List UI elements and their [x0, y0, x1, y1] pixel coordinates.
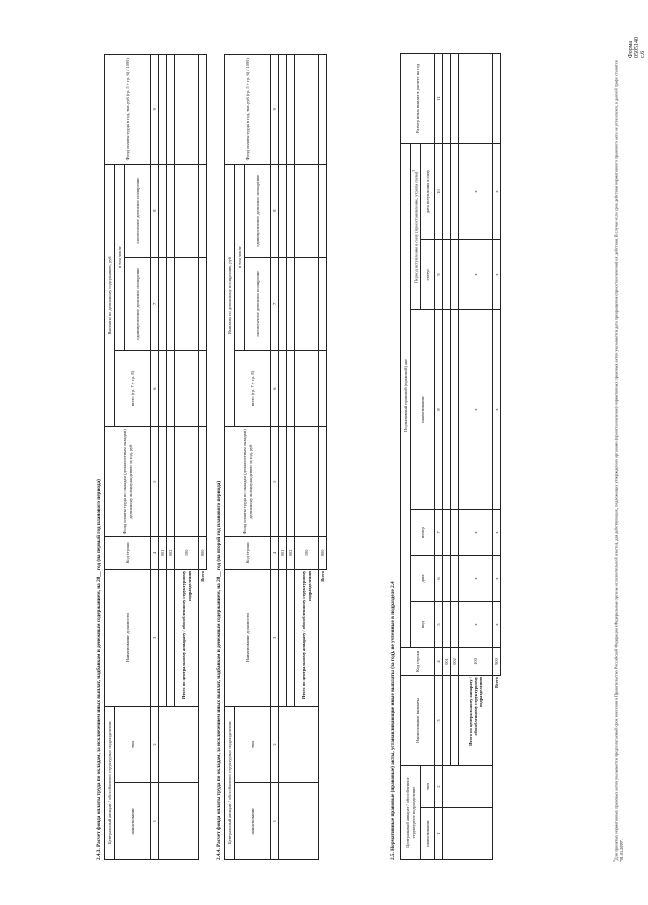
- col-num: 6: [151, 350, 159, 427]
- h-monthly: единовременное денежное поощрение: [245, 164, 271, 257]
- row-code: 001: [443, 647, 451, 675]
- sum-code: 100: [175, 536, 199, 569]
- cell: [159, 569, 167, 706]
- x-mark: x: [459, 239, 493, 309]
- x-mark: x: [493, 509, 501, 555]
- h-once: ежемесячное денежное поощрение: [245, 257, 271, 350]
- total-label: Всего: [494, 676, 500, 688]
- col-num: 9: [271, 55, 279, 165]
- h-name: наименование: [235, 783, 271, 860]
- h-act: Нормативный правовой (правовой) акт: [401, 143, 411, 647]
- footnote: [612, 52, 624, 862]
- col-num: 1: [435, 808, 443, 860]
- x-mark: x: [493, 239, 501, 309]
- col-num: 2: [435, 765, 443, 807]
- h-code: Код строки: [225, 536, 271, 569]
- col-num: 7: [151, 257, 159, 350]
- h-pos: Наименование должности: [225, 569, 271, 706]
- h-status: статус: [421, 239, 435, 309]
- x-mark: x: [493, 143, 501, 239]
- h-pay: Размер иных выплат в расчете на год: [401, 53, 435, 143]
- h-pos: Наименование должности: [105, 569, 151, 706]
- sum-label: Итого по центральному аппарату / обособленному структурному подразделению: [459, 675, 493, 765]
- col-num: 7: [435, 509, 443, 555]
- footnote-mark: 3: [612, 860, 616, 862]
- x-mark: x: [493, 309, 501, 509]
- sum-label: Итого по центральному аппарату / обособленному структурному подразделению: [295, 569, 319, 706]
- h-kind: вид: [411, 601, 435, 647]
- total-code: 900: [319, 536, 327, 569]
- section-2-5-title: 2.5. Нормативные правовые (правовые) акты, устанавливающие иные выплаты (за год), не учтенные в подразделе 2.4: [390, 581, 396, 860]
- footnote-text: Для принятых нормативных правовых актов указывается предполагаемый срок внесения в Правительство Российской Федерации (Федеральные органы исполнительной власти), для действующих, подлежащих утверждению органами (приостановление) нормативных правовых актов указывается дата прекращения (приостановления) их действия. В случае если срок действия нормативного правового акта не установлен, в данной графе ставится "01.01.2099".: [613, 60, 624, 862]
- x-mark: x: [493, 555, 501, 601]
- x-mark: x: [459, 309, 493, 509]
- h-num: номер: [411, 509, 435, 555]
- total-code: 900: [493, 647, 501, 675]
- section-2-4-4-title: 2.4.4. Расчет фонда оплаты труда по окладам, за исключением иных выплат, надбавкам и денежным содержанием, на 20__ год (на второй год планового периода): [216, 480, 222, 860]
- h-code: Код строки: [105, 536, 151, 569]
- col-num: 8: [435, 309, 443, 509]
- row-code: 002: [451, 647, 459, 675]
- h-unit: Центральный аппарат / обособленное структурное подразделение: [225, 706, 235, 859]
- row-code: 002: [167, 536, 175, 569]
- col-num: 9: [151, 55, 159, 165]
- total-code: 900: [199, 536, 207, 569]
- h-monthly: ежемесячное денежное поощрение: [125, 164, 151, 257]
- h-incl: в том числе: [235, 164, 245, 350]
- col-num: 6: [271, 350, 279, 427]
- form-code: Форма 0505140 с.6: [628, 37, 646, 58]
- h-pay: Выплаты по денежному содержанию, руб: [105, 164, 115, 427]
- h-sdate: дата вступления в силу: [421, 143, 435, 239]
- sum-label: Итого по центральному аппарату / обособленному структурному подразделению: [175, 569, 199, 706]
- h-type: тип: [421, 765, 435, 807]
- cell: [287, 569, 295, 706]
- h-fund: Фонд оплаты труда по окладам (должностным окладам) денежному вознаграждению за год, руб: [225, 427, 271, 537]
- cell: [279, 569, 287, 706]
- sum-code: 100: [459, 647, 493, 675]
- h-once: единовременное денежное поощрение: [125, 257, 151, 350]
- x-mark: x: [459, 555, 493, 601]
- total-label: Всего: [320, 570, 326, 582]
- h-total: всего (гр. 7 + гр. 8): [115, 350, 151, 427]
- col-num: 3: [271, 569, 279, 706]
- h-year: Фонд оплаты труда в год, тыс.руб (гр. 5 + гр. 6) / 1000): [225, 55, 271, 165]
- h-year: Фонд оплаты труда в год, тыс.руб (гр. 5 + гр. 6) / 1000): [105, 55, 151, 165]
- h-unit: Центральный аппарат / обособленное структурное подразделение: [105, 706, 115, 859]
- col-num: 8: [151, 164, 159, 257]
- h-name: наименование: [115, 783, 151, 860]
- table-2-4-3: [104, 54, 207, 860]
- table-2-4-4: [224, 54, 327, 860]
- col-num: 3: [435, 675, 443, 765]
- h-name: наименование: [421, 808, 435, 860]
- row-code: 002: [287, 536, 295, 569]
- col-num: 4: [271, 536, 279, 569]
- h-actname: наименование: [411, 309, 435, 509]
- col-num: 2: [151, 706, 159, 783]
- col-num: 5: [151, 427, 159, 537]
- h-total: всего (гр. 7 + гр. 8): [235, 350, 271, 427]
- h-incl: в том числе: [115, 164, 125, 350]
- col-num: 6: [435, 555, 443, 601]
- x-mark: x: [493, 601, 501, 647]
- row-code: 001: [279, 536, 287, 569]
- h-type: тип: [235, 706, 271, 783]
- h-fund: Фонд оплаты труда по окладам (должностным окладам) денежному вознаграждению за год, руб: [105, 427, 151, 537]
- h-payname: Наименование выплаты: [401, 675, 435, 765]
- h-code: Код строки: [401, 647, 435, 675]
- col-num: 2: [271, 706, 279, 783]
- col-num: 11: [435, 53, 443, 143]
- x-mark: x: [459, 601, 493, 647]
- table-2-5: [400, 53, 501, 860]
- cell: [167, 569, 175, 706]
- x-mark: x: [459, 143, 493, 239]
- col-num: 8: [271, 164, 279, 257]
- x-mark: x: [459, 509, 493, 555]
- cell: [159, 783, 199, 860]
- h-type: тип: [115, 706, 151, 783]
- h-pay: Выплаты по денежному поощрению, руб: [225, 164, 235, 427]
- sum-code: 100: [295, 536, 319, 569]
- h-date: дата: [411, 555, 435, 601]
- col-num: 9: [435, 239, 443, 309]
- col-num: 5: [271, 427, 279, 537]
- col-num: 4: [151, 536, 159, 569]
- h-pdate: Период вступления в силу (приостановление, утраты силы)$^3$: [411, 143, 421, 309]
- row-code: 001: [159, 536, 167, 569]
- total-label: Всего: [200, 570, 206, 582]
- col-num: 1: [271, 783, 279, 860]
- col-num: 1: [151, 783, 159, 860]
- col-num: 3: [151, 569, 159, 706]
- cell: [279, 706, 319, 783]
- col-num: 5: [435, 601, 443, 647]
- h-unit: Центральный аппарат / обособленное структурное подразделение: [401, 765, 421, 859]
- section-2-4-3-title: 2.4.3. Расчет фонда оплаты труда по окладам, за исключением иных выплат, надбавкам и денежным содержанием, на 20__ год (на первый год планового периода): [96, 479, 102, 860]
- rotated-content: [88, 42, 648, 862]
- cell: [159, 706, 199, 783]
- col-num: 4: [435, 647, 443, 675]
- col-num: 7: [271, 257, 279, 350]
- col-num: 10: [435, 143, 443, 239]
- cell: [279, 783, 319, 860]
